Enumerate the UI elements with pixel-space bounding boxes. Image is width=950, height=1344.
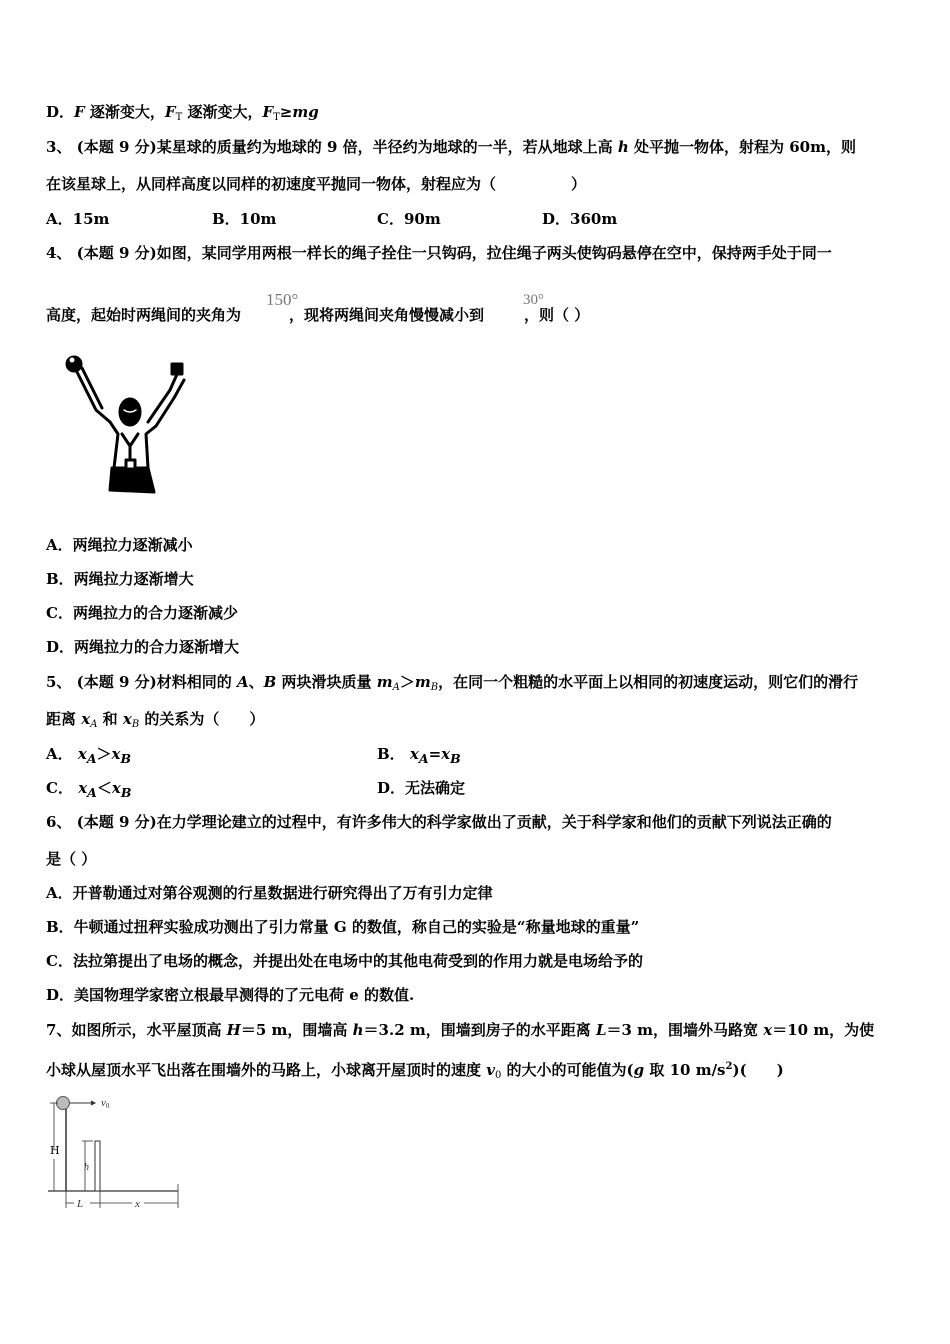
q5-stem-line1: 5、 (本题 9 分)材料相同的 A、B 两块滑块质量 $m_A>m_B$，在同一个粗糙的水平面上以相同的初速度运动，则它们的滑行: [46, 673, 859, 693]
roof-wall-road-diagram: [44, 1094, 184, 1214]
angle-150: 150°: [266, 290, 299, 309]
q5-stem-line2: 距离 $x_A$ 和 $x_B$ 的关系为（ ）: [46, 710, 265, 730]
L-label: L: [77, 1198, 84, 1210]
q5-option-b: B． $x_A=x_B$: [377, 745, 461, 766]
q7-stem-line1: 7、如图所示，水平屋顶高 H＝5 m，围墙高 h＝3.2 m，围墙到房子的水平距离 L＝3 m，围墙外马路宽 x＝10 m，为使: [46, 1021, 875, 1039]
student-holding-ropes-figure: [62, 350, 188, 500]
q4-stem-line1: 4、 (本题 9 分)如图，某同学用两根一样长的绳子拴住一只钩码，拉住绳子两头使钩码悬停在空中，保持两手处于同一: [46, 244, 832, 262]
q6-option-b: B．牛顿通过扭秤实验成功测出了引力常量 G 的数值，称自己的实验是“称量地球的重量”: [46, 918, 640, 936]
q3-stem-line2: 在该星球上，从同样高度以同样的初速度平抛同一物体，射程应为（ ）: [46, 175, 587, 193]
q4-option-b: B．两绳拉力逐渐增大: [46, 570, 194, 588]
q4-option-d: D．两绳拉力的合力逐渐增大: [46, 638, 240, 656]
q5-option-c: C． $x_A<x_B$: [46, 779, 132, 800]
q3-option-c: C．90m: [377, 210, 441, 228]
q6-option-d: D．美国物理学家密立根最早测得的了元电荷 e 的数值.: [46, 986, 415, 1004]
q3-option-b: B．10m: [212, 210, 277, 228]
q5-option-a: A． $x_A>x_B$: [46, 745, 132, 766]
v0-label: v0: [101, 1097, 110, 1110]
x-label: x: [135, 1198, 140, 1210]
q6-stem-line1: 6、 (本题 9 分)在力学理论建立的过程中，有许多伟大的科学家做出了贡献，关于科学家和他们的贡献下列说法正确的: [46, 813, 832, 831]
q4-option-c: C．两绳拉力的合力逐渐减少: [46, 604, 238, 622]
q3-option-a: A．15m: [46, 210, 110, 228]
h-label: h: [84, 1162, 89, 1173]
q3-stem-line1: 3、 (本题 9 分)某星球的质量约为地球的 9 倍，半径约为地球的一半，若从地球上高 h 处平抛一物体，射程为 60m，则: [46, 138, 856, 156]
fence-wall: [95, 1141, 100, 1191]
q3-option-d: D．360m: [542, 210, 618, 228]
q6-stem-line2: 是（ ）: [46, 850, 97, 868]
q4-option-a: A．两绳拉力逐渐减小: [46, 536, 193, 554]
q4-stem-line2: 高度，起始时两绳间的夹角为 ，现将两绳间夹角慢慢减小到 ，则（ ）: [46, 306, 590, 324]
angle-30: 30°: [523, 292, 544, 308]
q7-stem-line2: 小球从屋顶水平飞出落在围墙外的马路上，小球离开屋顶时的速度 $v_0$ 的大小的可能值为(g 取 10 $m/s^2$)( ): [46, 1061, 784, 1081]
q6-option-a: A．开普勒通过对第谷观测的行星数据进行研究得出了万有引力定律: [46, 884, 493, 902]
q2-option-d: D．F 逐渐变大，$F_T$ 逐渐变大，$F_T\ge mg$: [46, 103, 319, 123]
H-label: H: [50, 1144, 60, 1157]
q6-option-c: C．法拉第提出了电场的概念，并提出处在电场中的其他电荷受到的作用力就是电场给予的: [46, 952, 643, 970]
q5-option-d: D．无法确定: [377, 779, 466, 797]
